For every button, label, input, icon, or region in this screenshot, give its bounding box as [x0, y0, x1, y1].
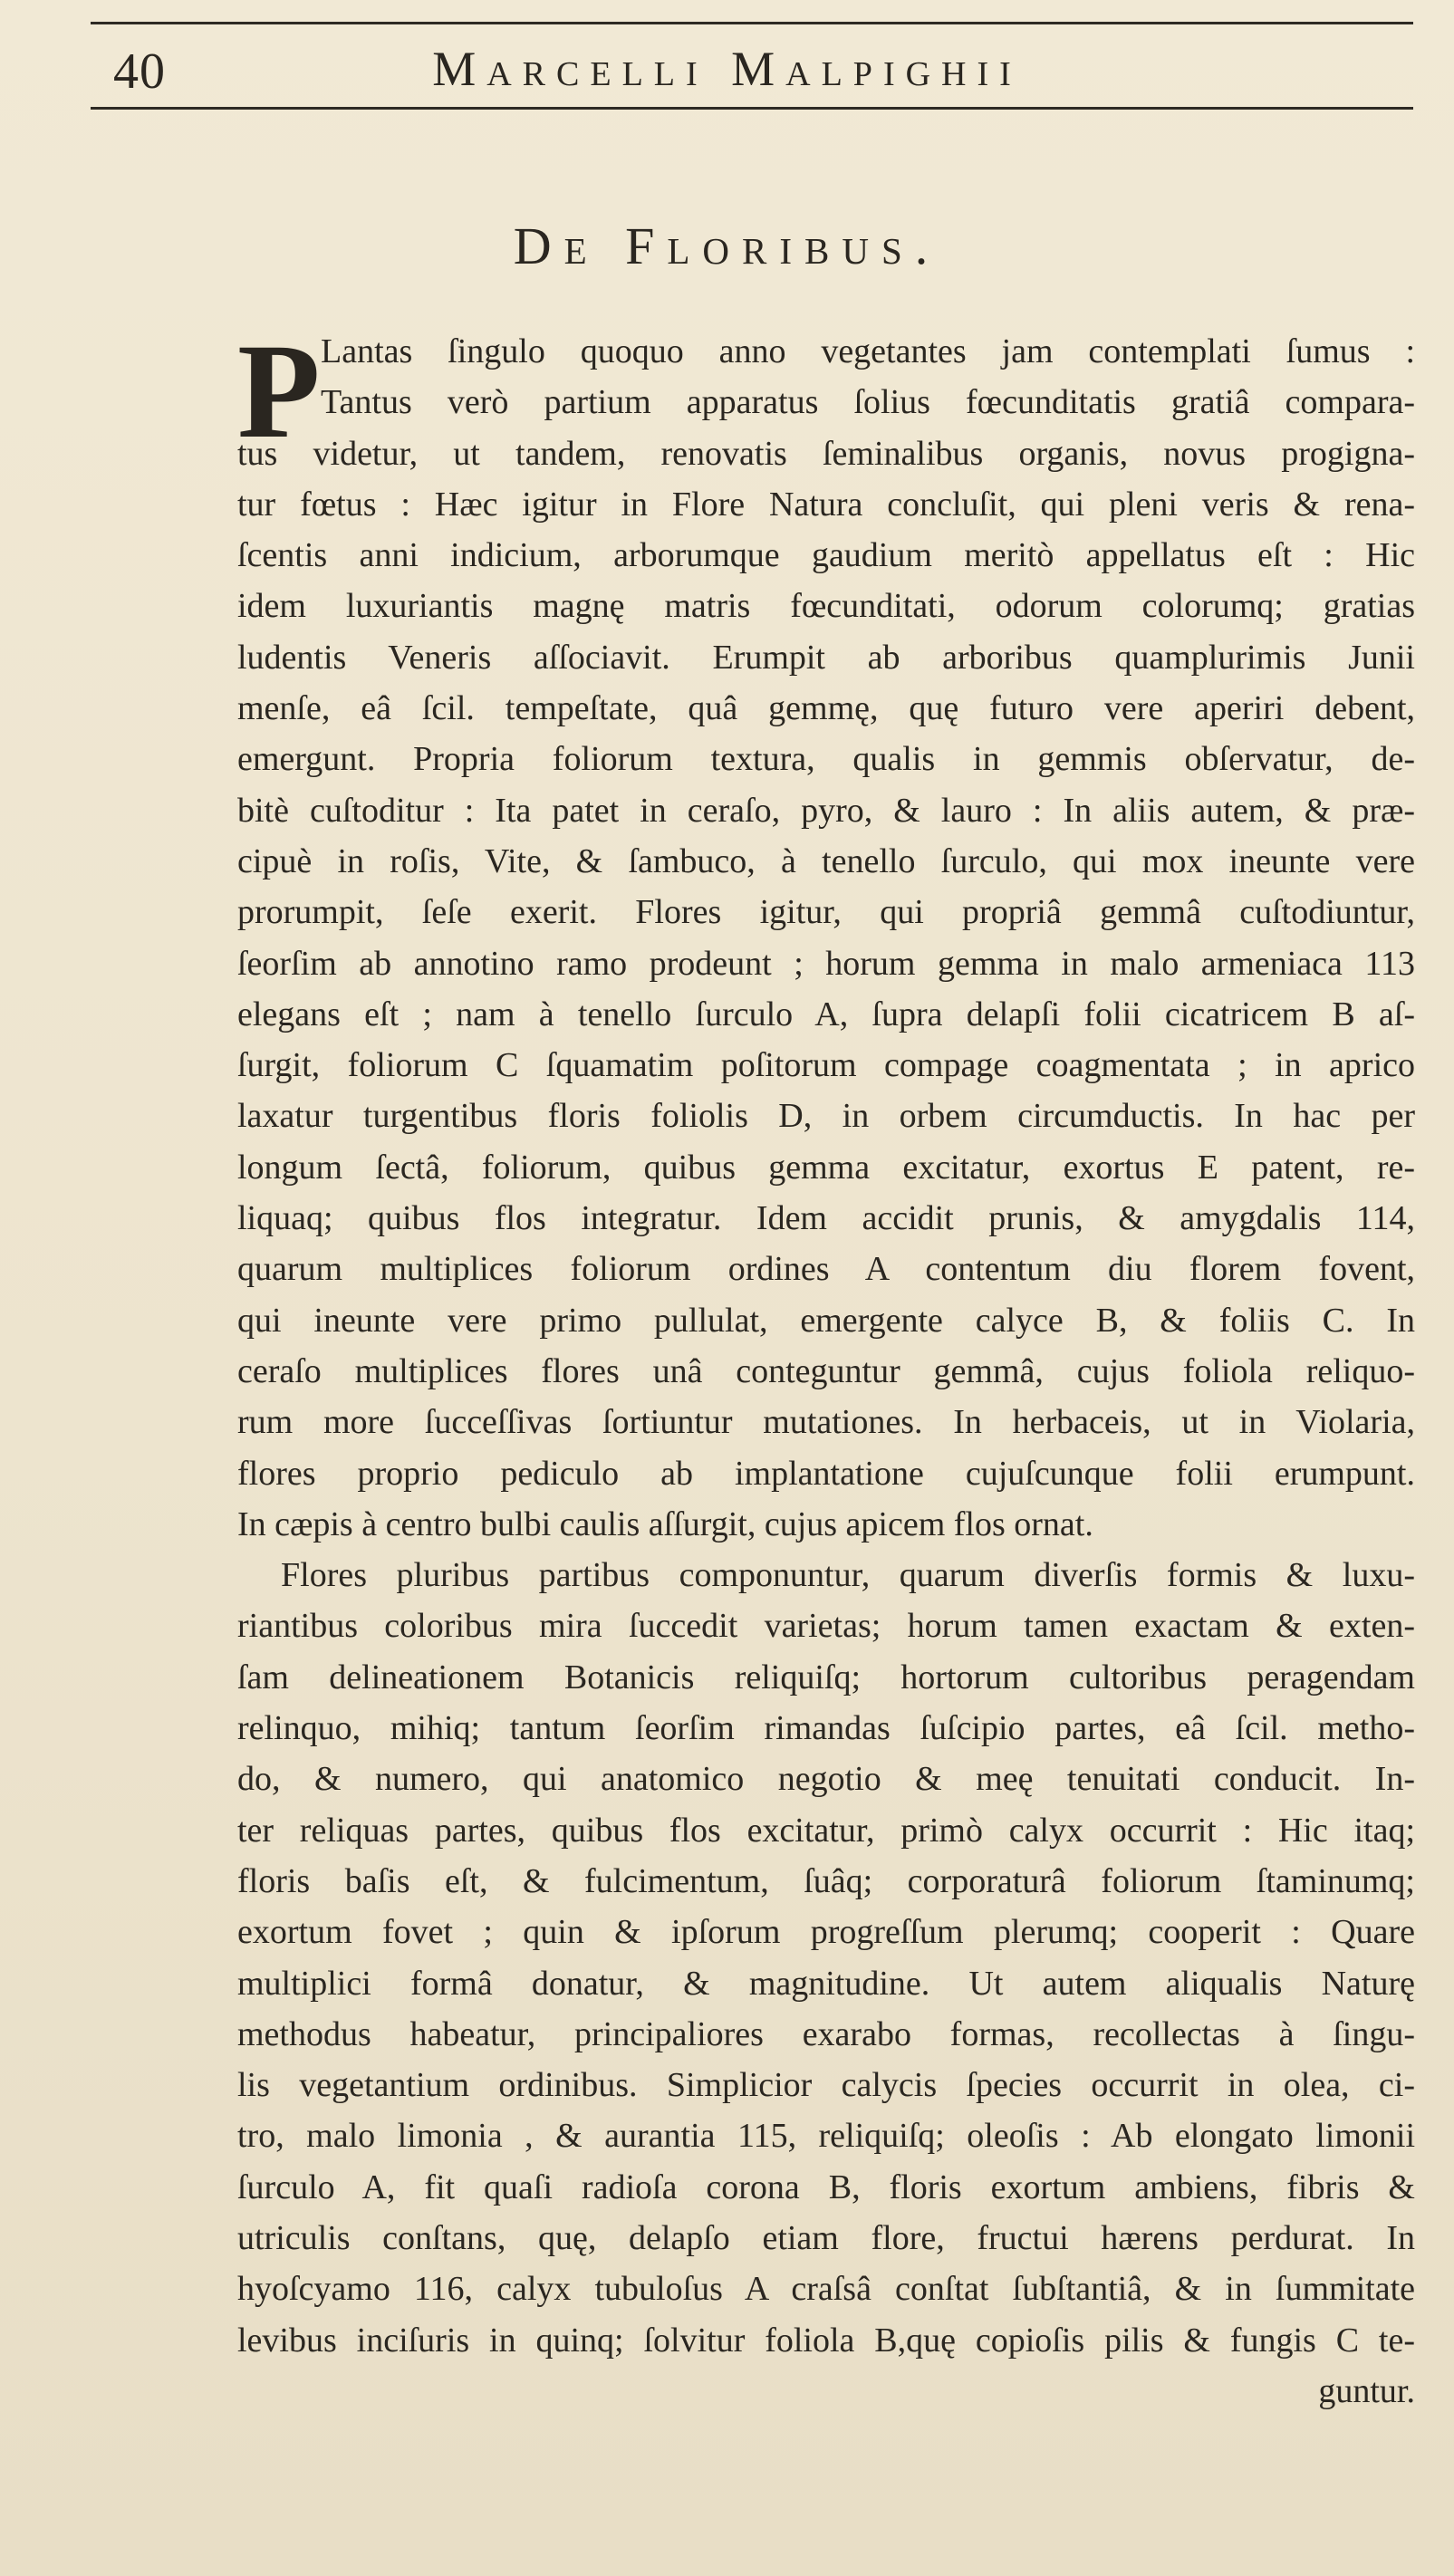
text-line: Tantus verò partium apparatus ſolius fœcunditatis gratiâ compara- [321, 383, 1415, 422]
text-line: utriculis conſtans, quę, delapſo etiam flore, fructui hærens perdurat. In [237, 2218, 1415, 2257]
drop-cap: P [237, 316, 321, 466]
running-head: Marcelli Malpighii [432, 42, 1022, 96]
text-line: rum more ſucceſſivas ſortiuntur mutationes. In herbaceis, ut in Violaria, [237, 1403, 1415, 1442]
text-line: relinquo, mihiq; tantum ſeorſim rimandas ſuſcipio partes, eâ ſcil. metho- [237, 1709, 1415, 1748]
text-line: lis vegetantium ordinibus. Simplicior calycis ſpecies occurrit in olea, ci- [237, 2066, 1415, 2105]
text-line: ceraſo multiplices flores unâ conteguntur gemmâ, cujus foliola reliquo- [237, 1351, 1415, 1390]
text-line: bitè cuſtoditur : Ita patet in ceraſo, pyro, & lauro : In aliis autem, & præ- [237, 791, 1415, 830]
text-line: ſam delineationem Botanicis reliquiſq; hortorum cultoribus peragendam [237, 1658, 1415, 1697]
text-line: cipuè in roſis, Vite, & ſambuco, à tenello ſurculo, qui mox ineunte vere [237, 841, 1415, 880]
text-line: methodus habeatur, principaliores exarabo formas, recollectas à ſingu- [237, 2014, 1415, 2053]
text-line: prorumpit, ſeſe exerit. Flores igitur, qui propriâ gemmâ cuſtodiuntur, [237, 893, 1415, 932]
text-line: exortum fovet ; quin & ipſorum progreſſum plerumq; cooperit : Quare [237, 1913, 1415, 1952]
text-line: elegans eſt ; nam à tenello ſurculo A, ſupra delapſi folii cicatricem B aſ- [237, 995, 1415, 1033]
text-line: ludentis Veneris aſſociavit. Erumpit ab arboribus quamplurimis Junii [237, 638, 1415, 677]
text-line: tro, malo limonia , & aurantia 115, reliquiſq; oleoſis : Ab elongato limonii [237, 2117, 1415, 2156]
text-line: emergunt. Propria foliorum textura, qualis in gemmis obſervatur, de- [237, 740, 1415, 779]
text-line: ſeorſim ab annotino ramo prodeunt ; horum gemma in malo armeniaca 113 [237, 944, 1415, 983]
text-line: tur fœtus : Hæc igitur in Flore Natura concluſit, qui pleni veris & rena- [237, 485, 1415, 524]
text-line: hyoſcyamo 116, calyx tubuloſus A craſsâ conſtat ſubſtantiâ, & in ſummitate [237, 2270, 1415, 2309]
text-line: levibus inciſuris in quinq; ſolvitur foliola B,quę copioſis pilis & fungis C te- [237, 2321, 1415, 2360]
section-heading: De Floribus. [513, 216, 941, 275]
text-line: idem luxuriantis magnę matris fœcunditati, odorum colorumq; gratias [237, 587, 1415, 626]
text-line: guntur. [1318, 2371, 1415, 2410]
text-line: ſcentis anni indicium, arborumque gaudium meritò appellatus eſt : Hic [237, 536, 1415, 575]
text-line: ter reliquas partes, quibus flos excitatur, primò calyx occurrit : Hic itaq; [237, 1811, 1415, 1850]
text-line: qui ineunte vere primo pullulat, emergente calyce B, & foliis C. In [237, 1301, 1415, 1340]
text-line: Lantas ſingulo quoquo anno vegetantes jam contemplati ſumus : [321, 332, 1415, 370]
text-line: Flores pluribus partibus componuntur, quarum diverſis formis & luxu- [281, 1556, 1415, 1595]
header-rule-bottom [91, 107, 1413, 110]
text-line: longum ſectâ, foliorum, quibus gemma excitatur, exortus E patent, re- [237, 1148, 1415, 1187]
text-line: liquaq; quibus flos integratur. Idem accidit prunis, & amygdalis 114, [237, 1199, 1415, 1238]
text-line: riantibus coloribus mira ſuccedit varietas; horum tamen exactam & exten- [237, 1607, 1415, 1646]
text-line: In cæpis à centro bulbi caulis aſſurgit, cujus apicem flos ornat. [237, 1504, 1093, 1543]
page-number: 40 [113, 43, 166, 100]
text-line: laxatur turgentibus floris foliolis D, in orbem circumductis. In hac per [237, 1097, 1415, 1136]
text-line: floris baſis eſt, & fulcimentum, ſuâq; corporaturâ foliorum ſtaminumq; [237, 1861, 1415, 1900]
header-rule-top [91, 22, 1413, 24]
text-line: flores proprio pediculo ab implantatione cujuſcunque folii erumpunt. [237, 1454, 1415, 1493]
text-line: menſe, eâ ſcil. tempeſtate, quâ gemmę, quę futuro vere aperiri debent, [237, 689, 1415, 728]
text-line: quarum multiplices foliorum ordines A contentum diu florem fovent, [237, 1250, 1415, 1289]
text-line: multiplici formâ donatur, & magnitudine. Ut autem aliqualis Naturę [237, 1964, 1415, 2003]
text-line: tus videtur, ut tandem, renovatis ſeminalibus organis, novus progigna- [237, 434, 1415, 473]
text-line: do, & numero, qui anatomico negotio & meę tenuitati conducit. In- [237, 1760, 1415, 1799]
text-line: ſurgit, foliorum C ſquamatim poſitorum compage coagmentata ; in aprico [237, 1046, 1415, 1085]
body-text [237, 316, 1415, 2417]
text-line: ſurculo A, fit quaſi radioſa corona B, floris exortum ambiens, fibris & [237, 2167, 1415, 2206]
